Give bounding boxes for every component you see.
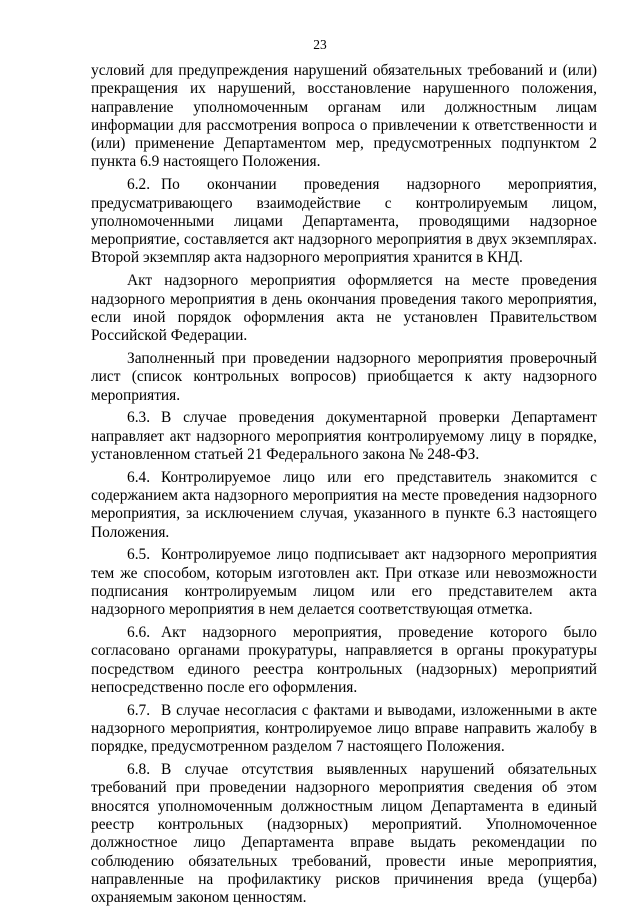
paragraph-6-8 [91,761,597,907]
paragraph-text: По окончании проведения надзорного мероприятия, предусматривающего взаимодействие с контролируемым лицом, уполномоченными лицами Департамента, проводящими надзорное мероприятие, составляется акт надзорного мероприятия в двух экземплярах. Второй экземпляр акта надзорного мероприятия хранится в КНД. [91,176,597,267]
paragraph-text: Акт надзорного мероприятия оформляется на месте проведения надзорного мероприятия в день окончания проведения такого мероприятия, если иной порядок оформления акта не установлен Правительством Российской Федерации. [91,272,597,345]
paragraph-text: В случае отсутствия выявленных нарушений обязательных требований при проведении надзорного мероприятия сведения об этом вносятся уполномоченным должностным лицом Департамента в единый реестр контрольных (надзорных) мероприятий. Уполномоченное должностное лицо Департамента вправе выдать рекомендации по соблюдению обязательных требований, провести иные мероприятия, направленные на профилактику рисков причинения вреда (ущерба) охраняемым законом ценностям. [91,761,597,907]
paragraph-text: В случае проведения документарной проверки Департамент направляет акт надзорного мероприятия контролируемому лицу в порядке, установленном статьей 21 Федерального закона № 248-ФЗ. [91,409,597,463]
paragraph-number: 6.6. [127,624,151,642]
paragraph-text: Заполненный при проведении надзорного мероприятия проверочный лист (список контрольных вопросов) приобщается к акту надзорного мероприятия. [91,349,597,404]
paragraph-continuation [91,62,597,172]
paragraph-act-registration [91,272,597,345]
paragraph-number: 6.5. [127,546,151,564]
paragraph-text: Акт надзорного мероприятия, проведение которого было согласовано органами прокуратуры, направляется в органы прокуратуры посредством единого реестра контрольных (надзорных) мероприятий непосредственно после его оформления. [91,624,597,696]
paragraph-text: Контролируемое лицо подписывает акт надзорного мероприятия тем же способом, которым изготовлен акт. При отказе или невозможности подписания контролируемым лицом или его представителем акта надзорного мероприятия в нем делается соответствующая отметка. [91,546,597,619]
document-body [91,62,597,912]
paragraph-number: 6.8. [127,761,151,779]
paragraph-text: Контролируемое лицо или его представитель знакомится с содержанием акта надзорного мероприятия на месте проведения надзорного мероприятия, за исключением случая, указанного в пункте 6.3 настоящего Положения. [91,468,597,541]
paragraph-number: 6.7. [127,701,151,719]
paragraph-number: 6.2. [127,176,151,194]
paragraph-number: 6.4. [127,468,151,486]
paragraph-6-5 [91,546,597,619]
paragraph-text: условий для предупреждения нарушений обязательных требований и (или) прекращения их нарушений, восстановление нарушенного положения, направление уполномоченным органам или должностным лицам информации для рассмотрения вопроса о привлечении к ответственности и (или) применение Департаментом мер, предусмотренных подпунктом 2 пункта 6.9 настоящего Положения. [91,62,597,171]
paragraph-6-2 [91,176,597,267]
paragraph-6-4 [91,469,597,542]
paragraph-checklist [91,350,597,405]
paragraph-6-3 [91,409,597,464]
paragraph-text: В случае несогласия с фактами и выводами, изложенными в акте надзорного мероприятия, контролируемое лицо вправе направить жалобу в порядке, предусмотренном разделом 7 настоящего Положения. [91,701,597,756]
paragraph-6-7 [91,702,597,757]
page-number: 23 [313,37,327,52]
paragraph-number: 6.3. [127,409,151,427]
paragraph-6-6 [91,624,597,697]
